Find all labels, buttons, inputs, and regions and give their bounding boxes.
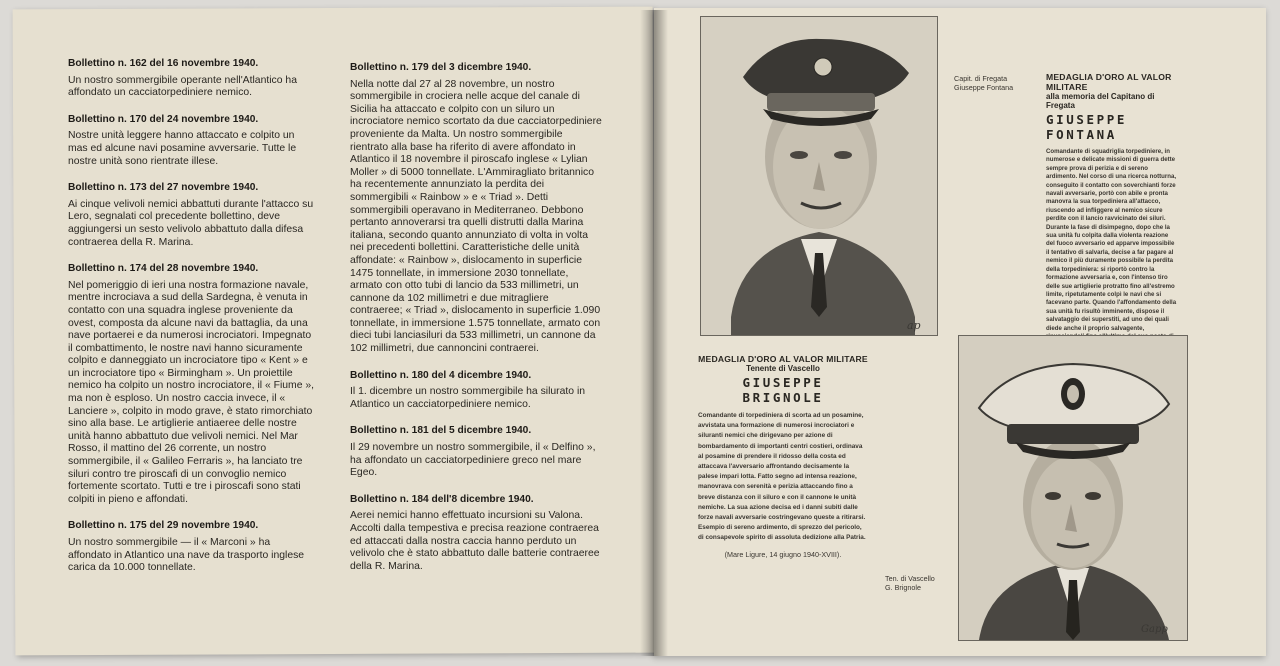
bulletin-heading: Bollettino n. 175 del 29 novembre 1940. (68, 520, 259, 532)
medal-name: GIUSEPPE FONTANA (1046, 112, 1128, 142)
bulletin-text: Nostre unità leggere hanno attaccato e colpito un mas ed alcune navi posamine avversarie. Tutte le nostre unità sono rientrate illese. (68, 130, 297, 167)
bulletin-heading: Bollettino n. 174 del 28 novembre 1940. (68, 263, 259, 275)
bulletin-text: Un nostro sommergibile — il « Marconi » ha affondato in Atlantico una nave da trasporto inglese carica da 10.000 tonnellate. (68, 537, 305, 574)
bulletin-174 (68, 263, 316, 506)
fontana-drawing (701, 17, 937, 335)
bulletin-text: Il 1. dicembre un nostro sommergibile ha silurato in Atlantico un cacciatorpediniere nemico. (350, 386, 586, 410)
medal-motivation: Comandante di squadriglia torpediniere, in numerose e delicate missioni di guerra dette sempre prova di perizia e di sereno ardimento. Nel corso di una ricerca notturna, conseguito il contatto con soverchianti forze navali avversarie, portò con abile e pronta manovra la sua torpediniera all'attacco, riuscendo ad infliggere al nemico sicure perdite con il lancio ravvicinato dei siluri. Durante la fase di disimpegno, dopo che la sua unità fu colpita dalla violenta reazione del fuoco avversario ed apparve impossibile il tentativo di salvarla, decise a far pagare al nemico il più duramente possibile la perdita della torpediniera: si riportò contro la formazione avversaria e, con l'intenso tiro delle sue artiglierie protratto fino all'estremo limite, ripetutamente colpì le navi che si facevano parte. Quando l'affondamento della sua unità fu risultò imminente, dispose il salvataggio dei superstiti, ad uno dei quali diede anche il proprio salvagente, (1046, 148, 1177, 332)
bulletin-184 (350, 494, 602, 574)
bulletin-162 (68, 58, 316, 100)
caption-name: Giuseppe Fontana (954, 83, 1014, 92)
bulletin-text: Ai cinque velivoli nemici abbattuti durante l'attacco su Lero, segnalati col precedente bollettino, deve aggiungersi un sesto velivolo abbattuto dalla difesa contraerea della R. Marina. (68, 198, 314, 248)
portrait-fontana (700, 16, 938, 336)
fontana-caption (954, 74, 1024, 92)
bulletin-173 (68, 182, 316, 249)
medal-place: (Mare Ligure, 14 giugno 1940-XVIII). (724, 549, 842, 559)
medal-subtitle: alla memoria del Capitano di Fregata (1046, 92, 1155, 110)
bulletin-181 (350, 425, 602, 479)
book-gutter (640, 10, 668, 656)
medal-title: MEDAGLIA D'ORO AL VALOR MILITARE (1046, 72, 1172, 92)
bulletin-175 (68, 520, 316, 574)
medal-title: MEDAGLIA D'ORO AL VALOR MILITARE (698, 354, 868, 364)
bulletins-column-2 (350, 62, 602, 587)
bulletin-text: Nella notte dal 27 al 28 novembre, un nostro sommergibile in crociera nelle acque del canale di Sicilia ha attaccato e colpito con un siluro un incrociatore nemico scortato da due cacciatorpediniere proveniente da Malta. Un nostro sommergibile rientrato alla base ha riferito di avere affondato in Atlantico il 18 novembre il piroscafo inglese « Lylian Moller » di 5000 tonnellate. L'Ammiragliato britannico ha recentemente annunziato la perdita dei sommergibili « Rainbow » e « Triad ». Detti sommergibili operavano in Mediterraneo. Debbono pertanto annoverarsi tra quelli distrutti dalla Marina italiana, secondo quanto annunziato di volta in volta nei precedenti bollettini. Caratteristiche delle unità affondate: « Rainbow », dislocamento in superficie 1475 tonnellate, in immersione 2030 tonnellate, armato con otto tubi di lancio da 533 millimetri, un cannone da 102 millimetri e due mitragliere contraeree; « Triad », dislocamento in superficie 1.090 tonnellate, in immersione 1.575 tonnellate, armato con dieci tubi lanciasiluri da 533 millimetri, un cannone da 102 millimetri, due cannoncini contraerei. (350, 78, 602, 355)
bulletin-heading: Bollettino n. 179 del 3 dicembre 1940. (350, 62, 532, 73)
caption-name: G. Brignole (885, 583, 921, 592)
bulletin-heading: Bollettino n. 173 del 27 novembre 1940. (68, 182, 259, 194)
brignole-caption (885, 574, 955, 592)
bulletin-text: Il 29 novembre un nostro sommergibile, il « Delfino », ha affondato un cacciatorpediniere greco nel mare Egeo. (350, 442, 596, 479)
brignole-medal-citation (698, 354, 868, 559)
caption-rank: Capit. di Fregata (954, 74, 1008, 83)
bulletin-text: Nel pomeriggio di ieri una nostra formazione navale, mentre incrociava a sud della Sardegna, è venuta in contatto con una squadra inglese proveniente da ovest, composta da alcune navi da battaglia, da una nave portaerei e da numerosi incrociatori. Impegnato il combattimento, le nostre navi hanno sicuramente colpito e danneggiato un incrociatore tipo « Kent » e un incrociatore tipo « Birmingham ». Un proiettile nemico ha colpito un nostro incrociatore, il « Fiume », ma non è esploso. Un nostro caccia invece, il « Lanciere », colpito in modo grave, è stato rimorchiato sino alla base. Le artiglierie antiaeree delle nostre unità hanno abbattuto due velivoli nemici. Nel Mar Rosso, il mattino del 26 corrente, un nostro sommergibile, il « Galileo Ferraris », ha lanciato tre siluri contro tre piroscafi di un convoglio nemico fortemente scortato. Tutti e tre i piroscafi sono stati colpiti in pieno e affondati. (68, 279, 315, 505)
bulletin-heading: Bollettino n. 184 dell'8 dicembre 1940. (350, 493, 534, 505)
bulletin-180 (350, 370, 602, 412)
portrait-brignole (958, 335, 1188, 641)
bulletin-heading: Bollettino n. 162 del 16 novembre 1940. (68, 58, 259, 69)
medal-motivation: Comandante di torpediniera di scorta ad un posamine, avvistata una formazione di numerosi incrociatori e siluranti nemici che dirigevano per azione di bombardamento di importanti centri costieri, ordinava al posamine di prendere il ridosso della costa ed attaccava l'avversario affrontando decisamente la palese impari lotta. Fatto segno ad intensa reazione, manovrava con serenità e perizia attaccando fino a breve distanza con il siluro e con il cannone le unità nemiche. La sua azione decisa ed i danni subiti dalle forze navali avversarie costringevano queste a ritirarsi. Esempio di sereno ardimento, di sprezzo del pericolo, di consapevole spirito di assoluta dedizione alla Patria. (698, 412, 866, 542)
medal-subtitle: Tenente di Vascello (746, 364, 820, 373)
bulletin-text: Aerei nemici hanno effettuato incursioni su Valona. Accolti dalla tempestiva e precisa reazione contraerea ed attaccati dalla nostra caccia hanno perduto un velivolo che è stato abbattuto dalle batterie contraeree della R. Marina. (350, 510, 600, 572)
brignole-drawing (959, 336, 1187, 640)
bulletin-heading: Bollettino n. 181 del 5 dicembre 1940. (350, 425, 532, 437)
svg-text:Gapp: Gapp (1141, 624, 1168, 635)
bulletin-179 (350, 62, 602, 356)
bulletin-170 (68, 114, 316, 168)
bulletin-text: Un nostro sommergibile operante nell'Atlantico ha affondato un cacciatorpediniere nemico. (68, 74, 297, 99)
bulletins-column-1 (68, 58, 316, 589)
bulletin-heading: Bollettino n. 180 del 4 dicembre 1940. (350, 369, 532, 381)
svg-text:ap: ap (907, 319, 921, 332)
bulletin-heading: Bollettino n. 170 del 24 novembre 1940. (68, 113, 259, 125)
medal-name: GIUSEPPE BRIGNOLE (742, 375, 824, 405)
caption-rank: Ten. di Vascello (885, 574, 935, 583)
